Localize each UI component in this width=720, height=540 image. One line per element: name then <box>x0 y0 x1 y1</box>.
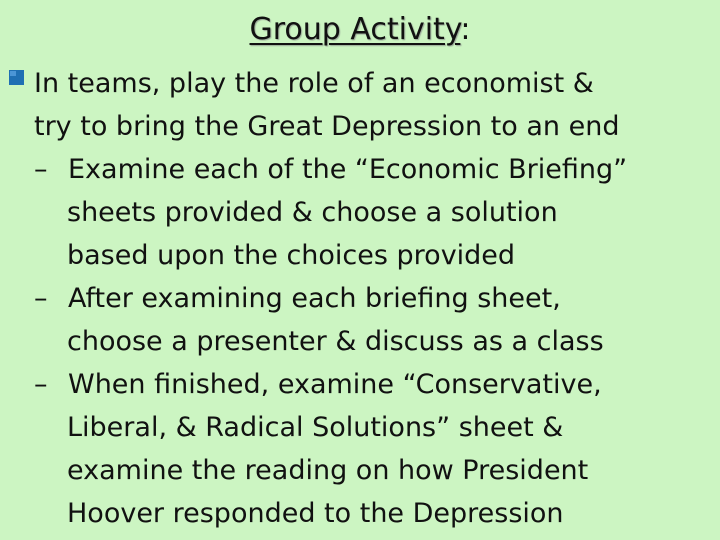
main-point-line: try to bring the Great Depression to an end <box>34 111 620 142</box>
sub-point-line: based upon the choices provided <box>67 240 516 271</box>
bullet-list <box>34 62 714 535</box>
dash-marker: – <box>34 154 48 185</box>
sub-point-line: examine the reading on how President <box>67 455 589 486</box>
main-point-line: In teams, play the role of an economist & <box>34 68 594 99</box>
sub-point-line: choose a presenter & discuss as a class <box>67 326 604 357</box>
dash-marker: – <box>34 283 48 314</box>
dash-marker: – <box>34 369 48 400</box>
sub-point-line: – Examine each of the “Economic Briefing” <box>34 148 714 191</box>
sub-point-line: Hoover responded to the Depression <box>67 498 564 529</box>
sub-point-line: sheets provided & choose a solution <box>67 197 558 228</box>
title-colon: : <box>460 12 471 47</box>
slide-title <box>0 10 720 50</box>
sub-point-line: – When finished, examine “Conservative, <box>34 363 714 406</box>
square-bullet-icon <box>8 69 26 87</box>
sub-point-line: Liberal, & Radical Solutions” sheet & <box>67 412 564 443</box>
sub-point-line: – After examining each briefing sheet, <box>34 277 714 320</box>
title-text: Group Activity <box>249 12 461 47</box>
